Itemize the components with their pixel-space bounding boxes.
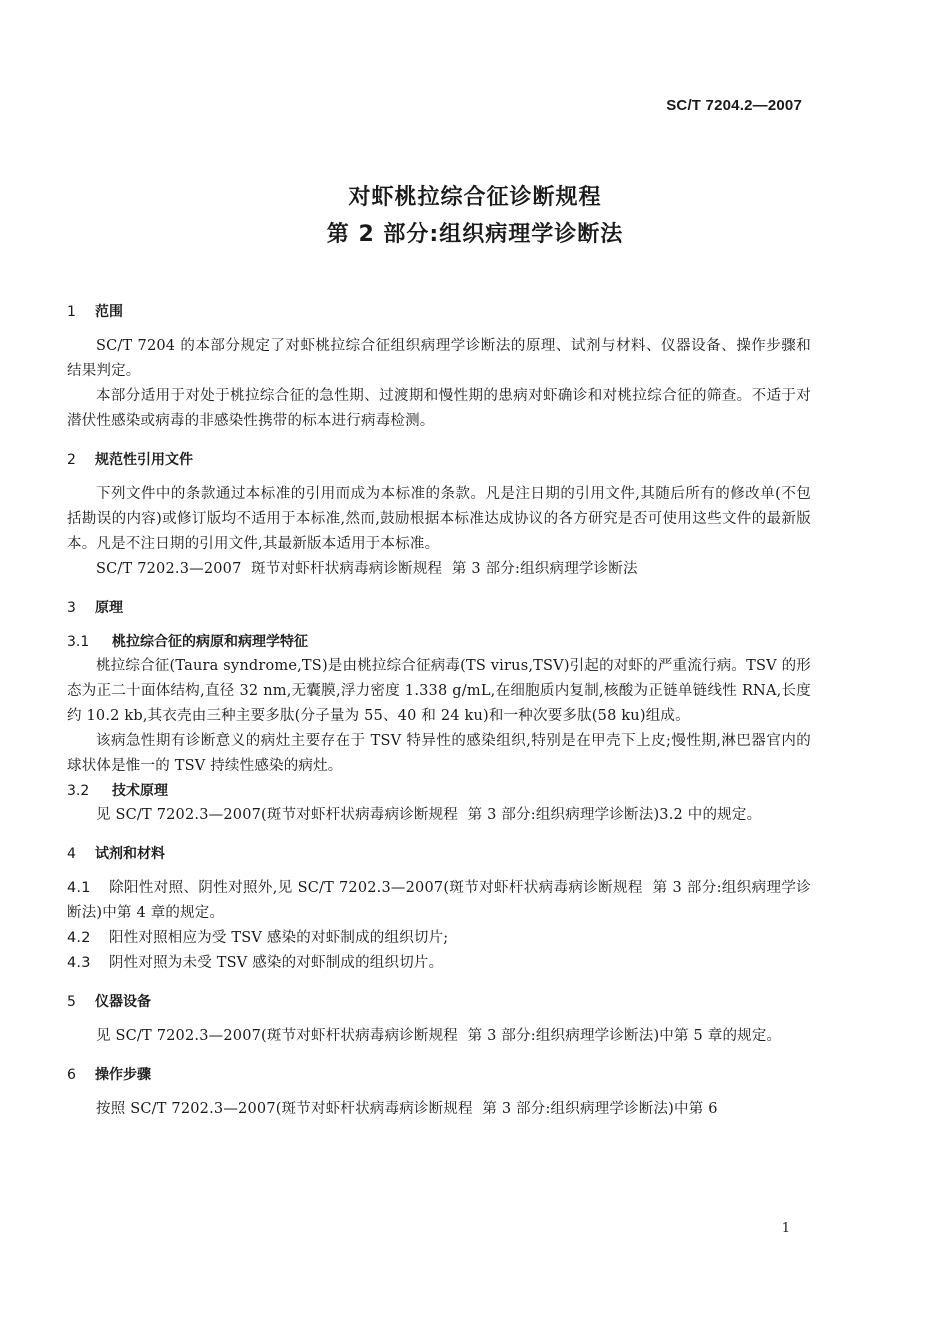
subsection-number: 3.2 bbox=[67, 783, 90, 799]
document-title: 对虾桃拉综合征诊断规程 bbox=[348, 185, 602, 210]
section-heading-6 bbox=[67, 1063, 811, 1087]
item-number: 4.3 bbox=[67, 955, 91, 971]
paragraph: 下列文件中的条款通过本标准的引用而成为本标准的条款。凡是注日期的引用文件,其随后所有的修改单(不包括勘误的内容)或修订版均不适用于本标准,然而,鼓励根据本标准达成协议的各方研究是否可使用这些文件的最新版本。凡是不注日期的引用文件,其最新版本适用于本标准。 bbox=[67, 486, 811, 552]
paragraph: 见 SC/T 7202.3—2007(斑节对虾杆状病毒病诊断规程 第 3 部分:组织病理学诊断法)3.2 中的规定。 bbox=[96, 807, 762, 823]
paragraph: SC/T 7204 的本部分规定了对虾桃拉综合征组织病理学诊断法的原理、试剂与材料、仪器设备、操作步骤和结果判定。 bbox=[67, 338, 811, 379]
section-number: 6 bbox=[67, 1067, 76, 1083]
section-title: 规范性引用文件 bbox=[95, 452, 193, 468]
section-heading-3 bbox=[67, 596, 811, 620]
section-heading-2 bbox=[67, 448, 811, 472]
section-number: 5 bbox=[67, 994, 76, 1010]
item-number: 4.2 bbox=[67, 930, 91, 946]
list-item bbox=[67, 926, 811, 951]
standard-code: SC/T 7204.2—2007 bbox=[666, 97, 802, 114]
section-title: 操作步骤 bbox=[95, 1067, 151, 1083]
paragraph: 本部分适用于对处于桃拉综合征的急性期、过渡期和慢性期的患病对虾确诊和对桃拉综合征的筛查。不适于对潜伏性感染或病毒的非感染性携带的标本进行病毒检测。 bbox=[67, 388, 811, 429]
subsection-title: 技术原理 bbox=[112, 783, 168, 799]
section-number: 1 bbox=[67, 304, 76, 320]
section-title: 试剂和材料 bbox=[95, 846, 165, 862]
paragraph: 见 SC/T 7202.3—2007(斑节对虾杆状病毒病诊断规程 第 3 部分:组织病理学诊断法)中第 5 章的规定。 bbox=[96, 1028, 782, 1044]
section-title: 原理 bbox=[95, 600, 123, 616]
document-subtitle: 第 2 部分:组织病理学诊断法 bbox=[326, 222, 624, 247]
list-item bbox=[67, 951, 811, 976]
document-body bbox=[67, 300, 811, 1122]
subsection-heading-3-2 bbox=[67, 779, 811, 803]
item-text: 阴性对照为未受 TSV 感染的对虾制成的组织切片。 bbox=[109, 955, 444, 971]
paragraph: 按照 SC/T 7202.3—2007(斑节对虾杆状病毒病诊断规程 第 3 部分:组织病理学诊断法)中第 6 bbox=[96, 1101, 718, 1117]
page-number: 1 bbox=[781, 1221, 790, 1236]
item-text: 除阳性对照、阴性对照外,见 SC/T 7202.3—2007(斑节对虾杆状病毒病诊断规程 第 3 部分:组织病理学诊断法)中第 4 章的规定。 bbox=[67, 880, 811, 921]
subsection-title: 桃拉综合征的病原和病理学特征 bbox=[112, 634, 308, 650]
paragraph: 该病急性期有诊断意义的病灶主要存在于 TSV 特异性的感染组织,特别是在甲壳下上皮;慢性期,淋巴器官内的球状体是惟一的 TSV 持续性感染的病灶。 bbox=[67, 733, 811, 774]
section-heading-4 bbox=[67, 842, 811, 866]
section-number: 4 bbox=[67, 846, 76, 862]
subsection-heading-3-1 bbox=[67, 630, 811, 654]
normative-reference: SC/T 7202.3—2007 斑节对虾杆状病毒病诊断规程 第 3 部分:组织病理学诊断法 bbox=[96, 561, 638, 577]
section-number: 3 bbox=[67, 600, 76, 616]
item-number: 4.1 bbox=[67, 880, 91, 896]
subsection-number: 3.1 bbox=[67, 634, 90, 650]
item-text: 阳性对照相应为受 TSV 感染的对虾制成的组织切片; bbox=[109, 930, 449, 946]
section-heading-1 bbox=[67, 300, 811, 324]
section-heading-5 bbox=[67, 990, 811, 1014]
section-title: 仪器设备 bbox=[95, 994, 151, 1010]
paragraph: 桃拉综合征(Taura syndrome,TS)是由桃拉综合征病毒(TS virus,TSV)引起的对虾的严重流行病。TSV 的形态为正二十面体结构,直径 32 nm,无囊膜,浮力密度 1.338 g/mL,在细胞质内复制,核酸为正链单链线性 RNA,长度约 10.2 kb,其衣壳由三种主要多肽(分子量为 55、40 和 24 ku)和一种次要多肽(58 ku)组成。 bbox=[67, 658, 811, 724]
section-number: 2 bbox=[67, 452, 76, 468]
list-item bbox=[67, 876, 811, 926]
section-title: 范围 bbox=[95, 304, 123, 320]
